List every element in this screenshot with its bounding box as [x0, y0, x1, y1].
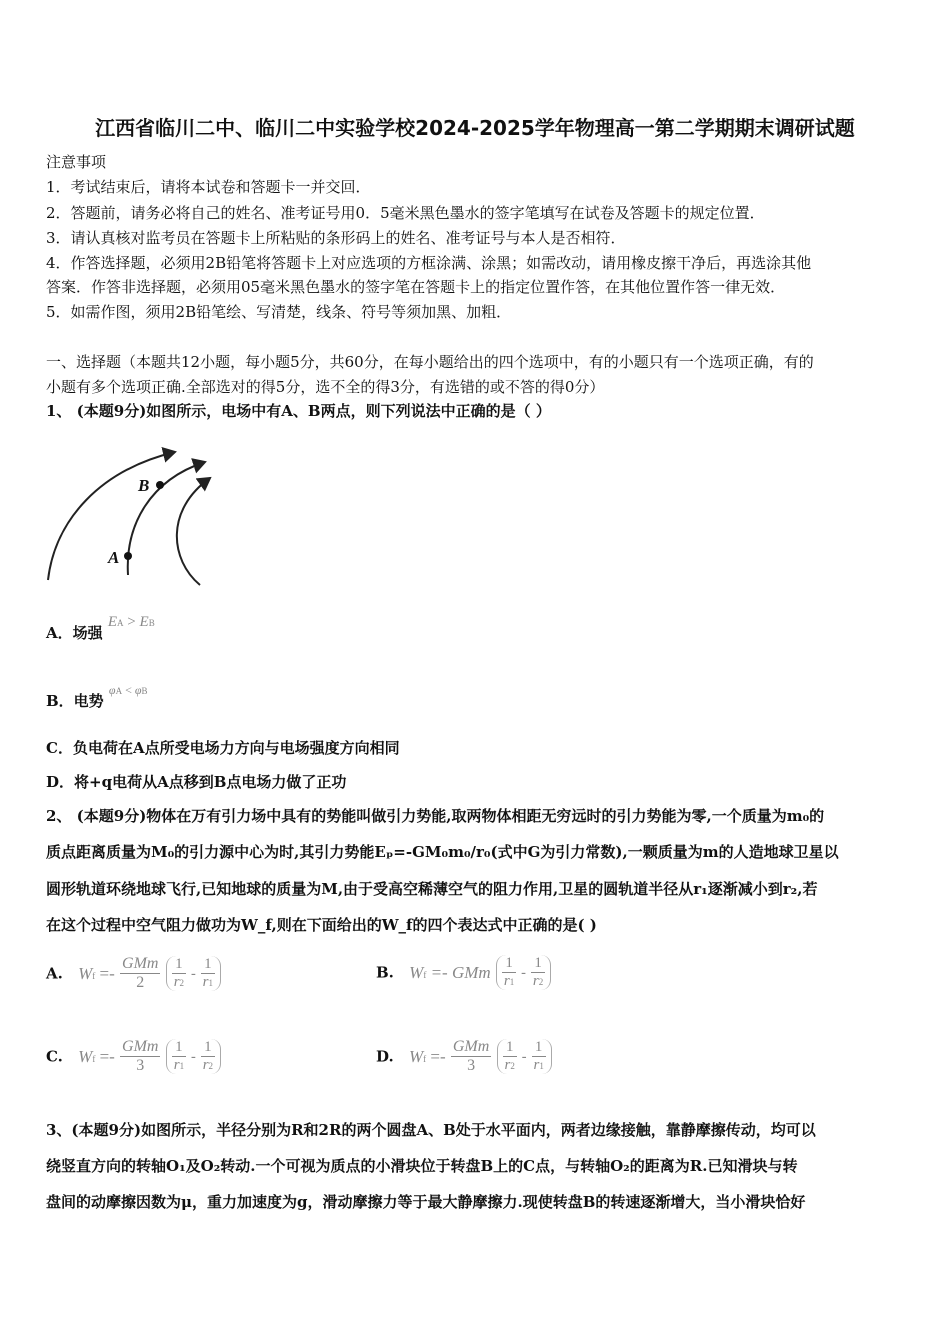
point-a-label: A	[108, 548, 120, 567]
notice-heading: 注意事项	[46, 153, 107, 171]
notice-item-4-cont: 答案．作答非选择题，必须用05毫米黑色墨水的签字笔在答题卡上的指定位置作答，在其他位置作答一律无效．	[46, 278, 786, 296]
exam-title: 江西省临川二中、临川二中实验学校2024-2025学年物理高一第二学期期末调研试题	[95, 116, 855, 140]
notice-item-1: 1．考试结束后，请将本试卷和答题卡一并交回．	[46, 178, 371, 196]
field-line-right	[177, 478, 210, 585]
q2-option-c: C. Wf =- $\frac{\text{GMm}}{3}$ $\frac{1}{r1}$ - $\frac{1}{r2}$	[46, 1038, 221, 1075]
q1-option-b-math: φA < φB	[108, 683, 148, 697]
q1-option-b	[46, 683, 148, 711]
electric-field-figure	[40, 440, 230, 590]
q1-option-d: D．将+q电荷从A点移到B点电场力做了正功	[46, 773, 347, 791]
q3-stem-line-1: 3、(本题9分)如图所示，半径分别为R和2R的两个圆盘A、B处于水平面内，两者边缘接触，靠静摩擦传动，均可以	[46, 1121, 816, 1139]
q2-stem-line-2: 质点距离质量为M₀的引力源中心为时,其引力势能Eₚ=-GM₀m₀/r₀(式中G为引力常数),一颗质量为m的人造地球卫星以	[46, 843, 839, 861]
q1-option-a	[46, 614, 155, 643]
q2-option-d: D. Wf =- $\frac{\text{GMm}}{3}$ $\frac{1}{r2}$ - $\frac{1}{r1}$	[376, 1038, 552, 1075]
q1-stem: 1、 (本题9分)如图所示，电场中有A、B两点，则下列说法中正确的是（ ）	[46, 402, 551, 420]
q3-stem-line-2: 绕竖直方向的转轴O₁及O₂转动.一个可视为质点的小滑块位于转盘B上的C点，与转轴O₂的距离为R.已知滑块与转	[46, 1157, 798, 1175]
point-b-dot	[156, 481, 164, 489]
section1-instructions-2: 小题有多个选项正确.全部选对的得5分，选不全的得3分，有选错的或不答的得0分）	[46, 378, 605, 396]
q1-option-c: C．负电荷在A点所受电场力方向与电场强度方向相同	[46, 739, 400, 757]
q3-stem-line-3: 盘间的动摩擦因数为μ，重力加速度为g，滑动摩擦力等于最大静摩擦力.现使转盘B的转速逐渐增大，当小滑块恰好	[46, 1193, 806, 1211]
notice-item-5: 5．如需作图，须用2B铅笔绘、写清楚，线条、符号等须加黑、加粗．	[46, 303, 512, 321]
q2-option-b: B. Wf =- GMm $\frac{1}{r1}$ - $\frac{1}{r2}$	[376, 955, 551, 990]
notice-item-3: 3．请认真核对监考员在答题卡上所粘贴的条形码上的姓名、准考证号与本人是否相符．	[46, 229, 626, 247]
q2-stem-line-1: 2、 (本题9分)物体在万有引力场中具有的势能叫做引力势能,取两物体相距无穷远时的引力势能为零,一个质量为m₀的	[46, 807, 825, 825]
q2-option-a: A. Wf =- $\frac{\text{GMm}}{2}$ $\frac{1}{r2}$ - $\frac{1}{r1}$	[46, 955, 221, 992]
notice-item-4: 4．作答选择题，必须用2B铅笔将答题卡上对应选项的方框涂满、涂黑；如需改动，请用橡皮擦干净后，再选涂其他	[46, 254, 812, 272]
point-a-dot	[124, 552, 132, 560]
q1-option-a-math: EA > EB	[107, 614, 155, 630]
q1-option-a-text: A．场强	[46, 624, 103, 642]
section1-instructions-1: 一、选择题（本题共12小题，每小题5分，共60分，在每小题给出的四个选项中，有的小题只有一个选项正确，有的	[46, 353, 814, 371]
point-b-label: B	[138, 476, 150, 495]
q2-stem-line-3: 圆形轨道环绕地球飞行,已知地球的质量为M,由于受高空稀薄空气的阻力作用,卫星的圆轨道半径从r₁逐渐减小到r₂,若	[46, 880, 818, 898]
q1-option-b-text: B．电势	[46, 692, 104, 710]
q2-stem-line-4: 在这个过程中空气阻力做功为W_f,则在下面给出的W_f的四个表达式中正确的是( )	[46, 916, 597, 934]
notice-item-2: 2．答题前，请务必将自己的姓名、准考证号用0．5毫米黑色墨水的签字笔填写在试卷及答题卡的规定位置．	[46, 204, 765, 222]
